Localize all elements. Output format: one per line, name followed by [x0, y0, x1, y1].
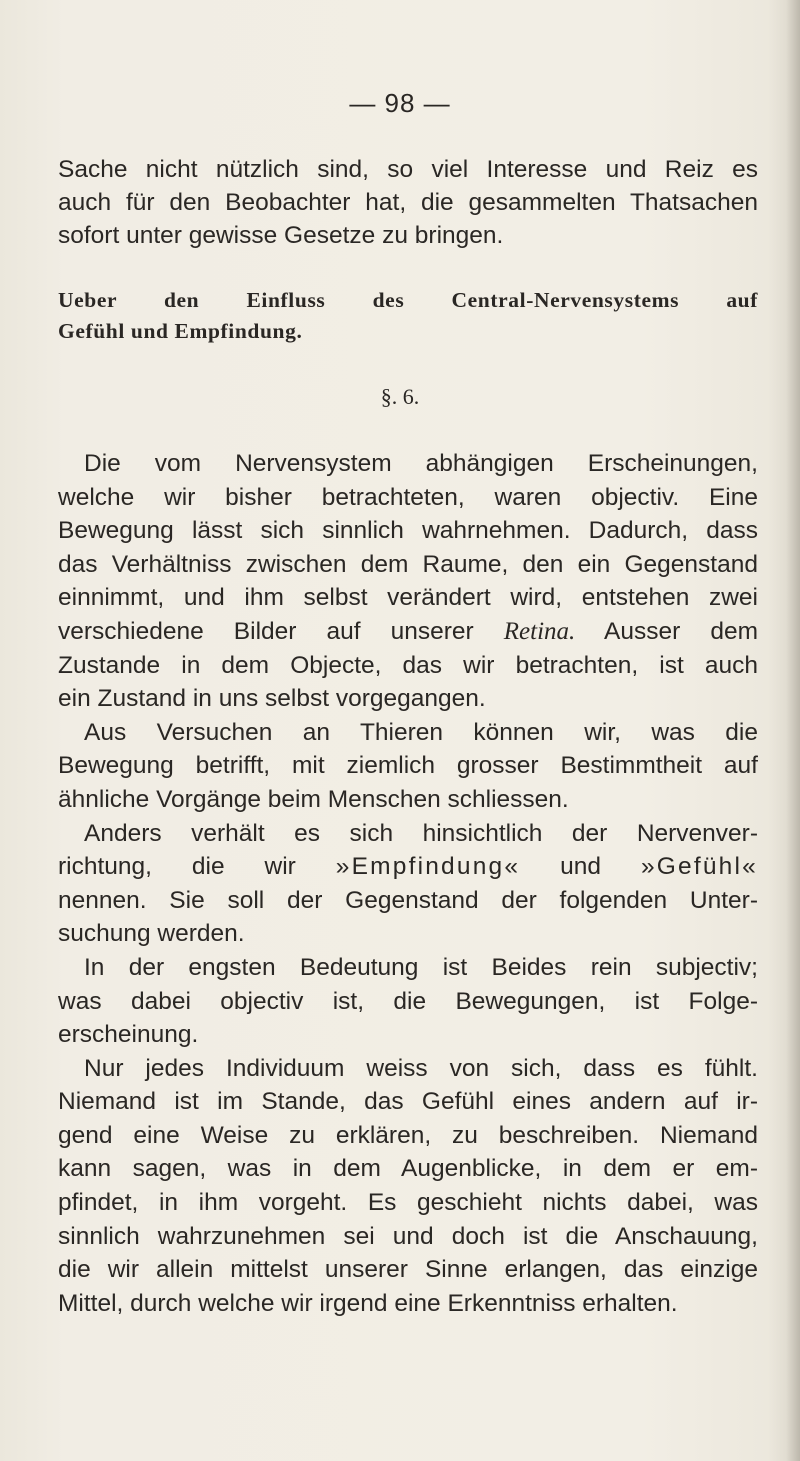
text-line: auch für den Beobachter hat, die gesammelten Thatsachen: [58, 189, 758, 216]
paragraph-2: [58, 716, 758, 817]
paragraph-4: [58, 951, 758, 1052]
text-line-content: Aus Versuchen an Thieren können wir, was die: [84, 718, 758, 746]
section-heading: [58, 285, 758, 347]
text-line: [58, 817, 758, 851]
paragraph-1: [58, 447, 758, 716]
text-line: sinnlich wahrzunehmen sei und doch ist die Anschauung,: [58, 1222, 758, 1250]
term-empfindung: »Empfindung«: [335, 853, 521, 881]
text-line-content: Nur jedes Individuum weiss von sich, dass es fühlt.: [84, 1054, 758, 1082]
text-line: Sache nicht nützlich sind, so viel Interesse und Reiz es: [58, 156, 758, 183]
page-number: — 98 —: [349, 88, 451, 118]
section-heading-line-2: Gefühl und Empfindung.: [58, 319, 303, 343]
text-segment: Ausser dem: [604, 617, 758, 645]
text-line: sofort unter gewisse Gesetze zu bringen.: [58, 222, 504, 249]
paragraph-5: [58, 1052, 758, 1321]
text-line: [58, 447, 758, 481]
text-line: was dabei objectiv ist, die Bewegungen, ist Folge-: [58, 987, 758, 1015]
section-number: §. 6.: [380, 384, 420, 409]
text-line: gend eine Weise zu erklären, zu beschreiben. Niemand: [58, 1121, 758, 1149]
text-line: kann sagen, was in dem Augenblicke, in dem er em-: [58, 1155, 758, 1183]
text-line: ähnliche Vorgänge beim Menschen schliessen.: [58, 785, 569, 813]
text-line: [58, 615, 758, 649]
text-segment: verschiedene Bilder auf unserer: [58, 617, 474, 645]
text-line: pfindet, in ihm vorgeht. Es geschieht nichts dabei, was: [58, 1189, 758, 1217]
text-line: das Verhältniss zwischen dem Raume, den ein Gegenstand: [58, 550, 758, 578]
retina-term: Retina.: [503, 617, 576, 645]
text-line: Zustande in dem Objecte, das wir betrachten, ist auch: [58, 651, 758, 679]
body-text: [58, 447, 758, 1320]
text-line: [58, 951, 758, 985]
text-line: nennen. Sie soll der Gegenstand der folgenden Unter-: [58, 886, 758, 914]
page-edge-shadow: [786, 0, 800, 1461]
term-gefuehl: »Gefühl«: [640, 853, 758, 881]
text-line-content: Anders verhält es sich hinsichtlich der Nervenver-: [84, 819, 758, 847]
intro-paragraph: [58, 153, 758, 252]
text-line: Bewegung lässt sich sinnlich wahrnehmen. Dadurch, dass: [58, 517, 758, 545]
text-line: suchung werden.: [58, 920, 245, 948]
text-line-content: Die vom Nervensystem abhängigen Erscheinungen,: [84, 450, 758, 477]
paragraph-3: [58, 817, 758, 951]
text-line: erscheinung.: [58, 1021, 199, 1049]
section-heading-line-1: Ueber den Einfluss des Central-Nervensystems auf: [58, 288, 758, 312]
text-line: einnimmt, und ihm selbst verändert wird, entstehen zwei: [58, 584, 758, 612]
text-segment: richtung, die wir: [58, 853, 296, 881]
text-line: die wir allein mittelst unserer Sinne erlangen, das einzige: [58, 1256, 758, 1284]
text-line: Mittel, durch welche wir irgend eine Erkenntniss erhalten.: [58, 1289, 678, 1317]
text-line: welche wir bisher betrachteten, waren objectiv. Eine: [58, 483, 758, 511]
text-line: Bewegung betrifft, mit ziemlich grosser Bestimmtheit auf: [58, 752, 758, 780]
text-line: [58, 716, 758, 750]
text-line: Niemand ist im Stande, das Gefühl eines andern auf ir-: [58, 1088, 758, 1116]
text-line: ein Zustand in uns selbst vorgegangen.: [58, 685, 486, 713]
text-segment: und: [560, 853, 601, 881]
text-line: [58, 850, 758, 884]
text-line-content: In der engsten Bedeutung ist Beides rein subjectiv;: [84, 953, 758, 981]
text-line: [58, 1052, 758, 1086]
